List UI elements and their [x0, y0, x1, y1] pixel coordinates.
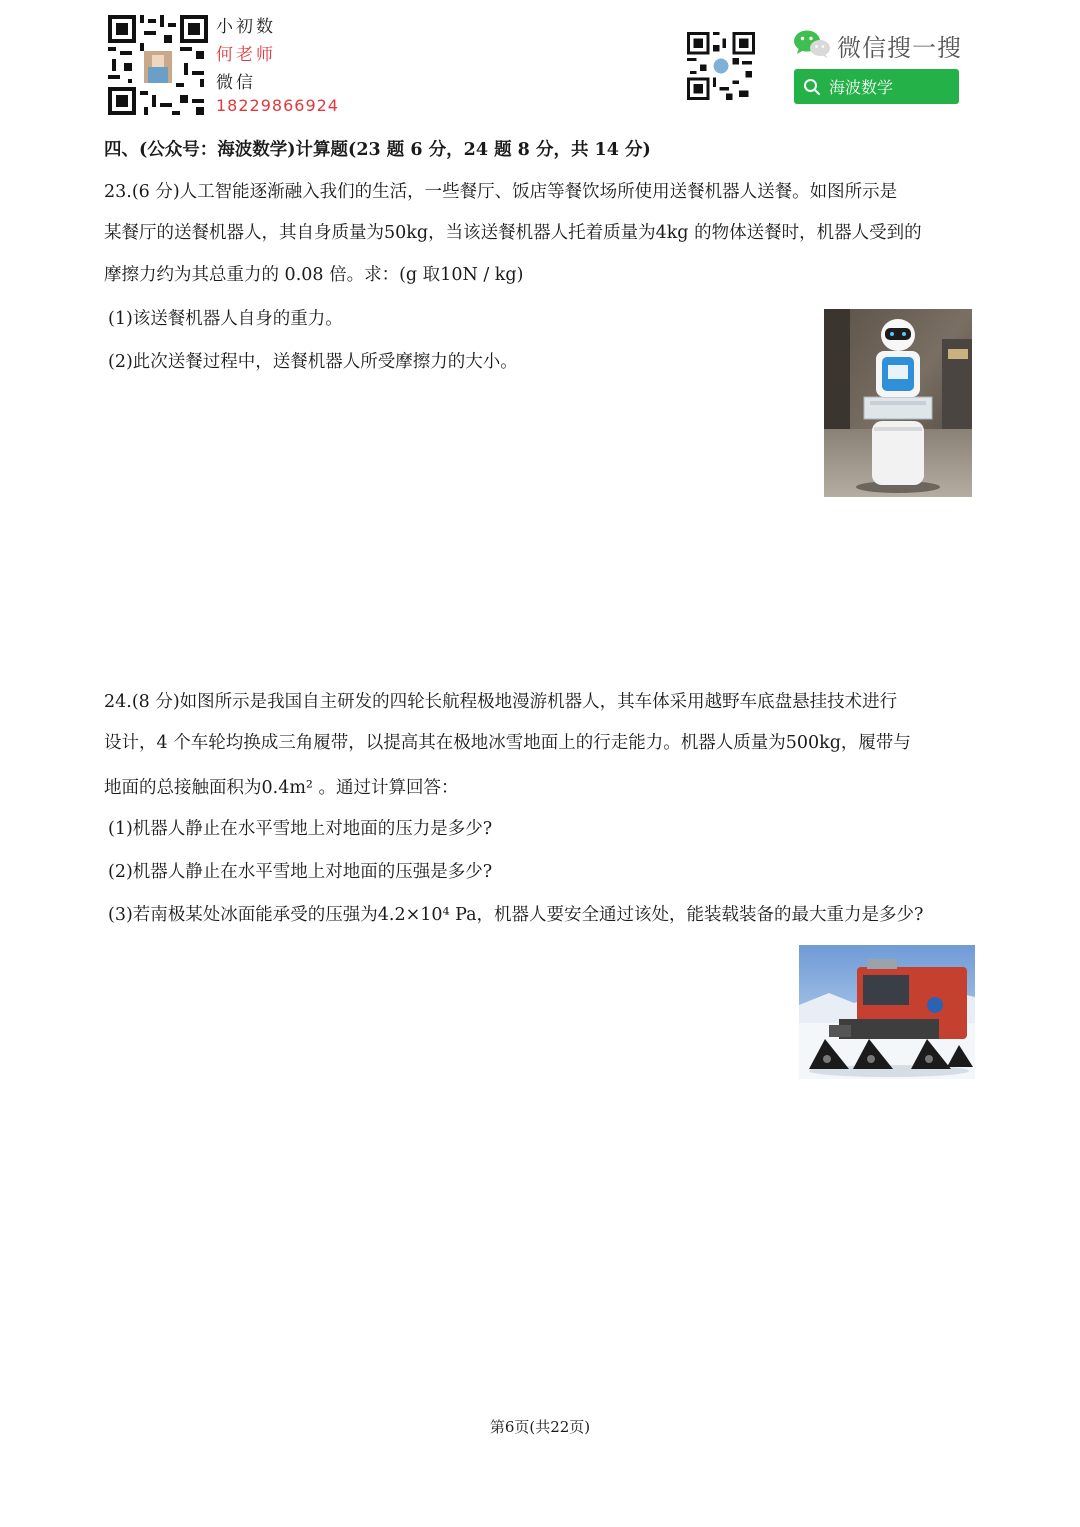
handwritten-line-1: 小初数: [216, 17, 276, 37]
wechat-logo-icon: [793, 29, 831, 59]
q24-line-2: 设计，4 个车轮均换成三角履带，以提高其在极地冰雪地面上的行走能力。机器人质量为500kg，履带与: [104, 733, 911, 753]
delivery-robot-photo: [824, 309, 972, 497]
qr-code-right: [686, 32, 756, 100]
qr-code-left: [108, 15, 208, 115]
section-title: 四、(公众号：海波数学)计算题(23 题 6 分，24 题 8 分，共 14 分): [104, 140, 651, 160]
handwritten-line-3: 微信: [216, 73, 256, 93]
wechat-search-title: 微信搜一搜: [837, 34, 962, 62]
q23-subquestion-1: (1)该送餐机器人自身的重力。: [108, 309, 343, 329]
polar-robot-photo: [799, 945, 975, 1079]
q24-line-1: 24.(8 分)如图所示是我国自主研发的四轮长航程极地漫游机器人，其车体采用越野车底盘悬挂技术进行: [104, 692, 898, 712]
q24-subquestion-1: (1)机器人静止在水平雪地上对地面的压力是多少?: [108, 819, 493, 839]
page-number: 第6页(共22页): [489, 1418, 591, 1436]
q24-line-3: 地面的总接触面积为0.4m² 。通过计算回答：: [104, 778, 459, 798]
q23-line-1: 23.(6 分)人工智能逐渐融入我们的生活，一些餐厅、饭店等餐饮场所使用送餐机器人送餐。如图所示是: [104, 182, 898, 202]
q24-subquestion-3: (3)若南极某处冰面能承受的压强为4.2×10⁴ Pa，机器人要安全通过该处，能装载装备的最大重力是多少?: [108, 905, 924, 925]
search-icon: [803, 78, 821, 96]
wechat-search-query: 海波数学: [829, 78, 894, 97]
q23-line-3: 摩擦力约为其总重力的 0.08 倍。求：(g 取10N / kg): [104, 265, 524, 285]
q23-subquestion-2: (2)此次送餐过程中，送餐机器人所受摩擦力的大小。: [108, 352, 518, 372]
handwritten-phone: 18229866924: [216, 96, 339, 115]
q24-subquestion-2: (2)机器人静止在水平雪地上对地面的压强是多少?: [108, 862, 493, 882]
q23-line-2: 某餐厅的送餐机器人，其自身质量为50kg，当该送餐机器人托着质量为4kg 的物体送餐时，机器人受到的: [104, 223, 922, 243]
handwritten-line-2: 何老师: [216, 45, 276, 65]
wechat-search-box[interactable]: [794, 69, 959, 104]
